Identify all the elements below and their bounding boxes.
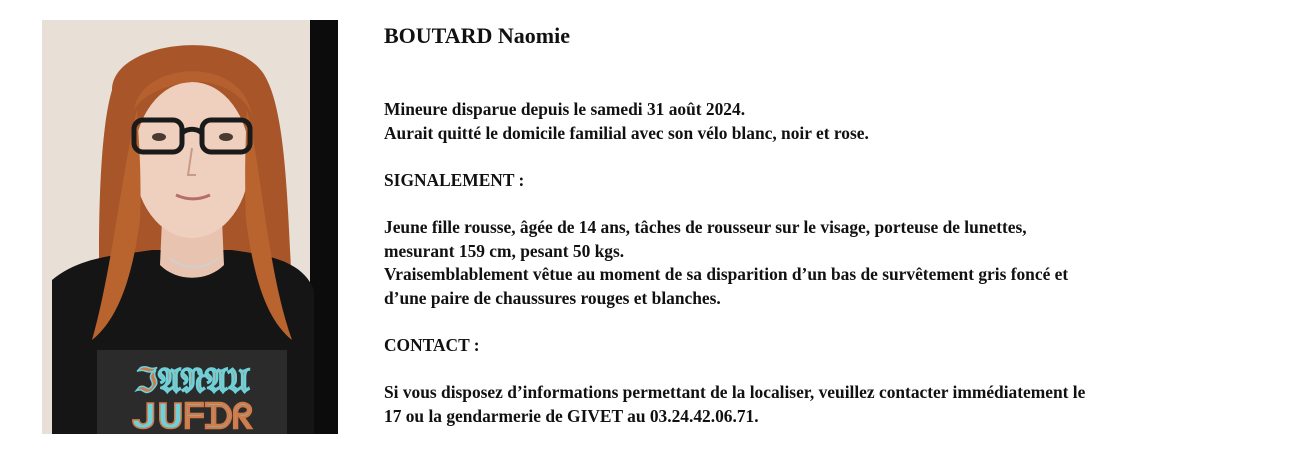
disappearance-date: Mineure disparue depuis le samedi 31 août 2024. — [384, 99, 746, 119]
door-frame — [310, 20, 338, 434]
description-line: Vraisemblablement vêtue au moment de sa disparition d’un bas de survêtement gris foncé et — [384, 264, 1069, 285]
departure-details: Aurait quitté le domicile familial avec son vélo blanc, noir et rose. — [384, 122, 869, 143]
description-line: d’une paire de chaussures rouges et blanches. — [384, 287, 721, 308]
face — [134, 82, 250, 238]
contact-line: Si vous disposez d’informations permettant de la localiser, veuillez contacter immédiatement le — [384, 382, 1086, 403]
portrait-illustration — [42, 20, 338, 434]
contact-line: 17 ou la gendarmerie de GIVET au 03.24.42.06.71. — [384, 405, 759, 426]
description-line: mesurant 159 cm, pesant 50 kgs. — [384, 240, 625, 261]
description-line: Jeune fille rousse, âgée de 14 ans, tâches de rousseur sur le visage, porteuse de lunettes, — [384, 216, 1027, 237]
person-name: BOUTARD Naomie — [384, 23, 570, 48]
missing-person-photo — [42, 20, 338, 434]
contact-details — [384, 381, 1264, 428]
signalement-heading: SIGNALEMENT : — [384, 169, 525, 190]
physical-description — [384, 216, 1264, 310]
notice-text — [384, 22, 1264, 428]
contact-heading: CONTACT : — [384, 334, 480, 355]
svg-text:ᒍᑌᖴᗪᖇ: ᒍᑌᖴᗪᖇ — [131, 397, 253, 434]
disappearance-details — [384, 98, 1264, 145]
svg-text:ℑ𝔄𝔑𝔄𝔘: ℑ𝔄𝔑𝔄𝔘 — [134, 361, 250, 401]
